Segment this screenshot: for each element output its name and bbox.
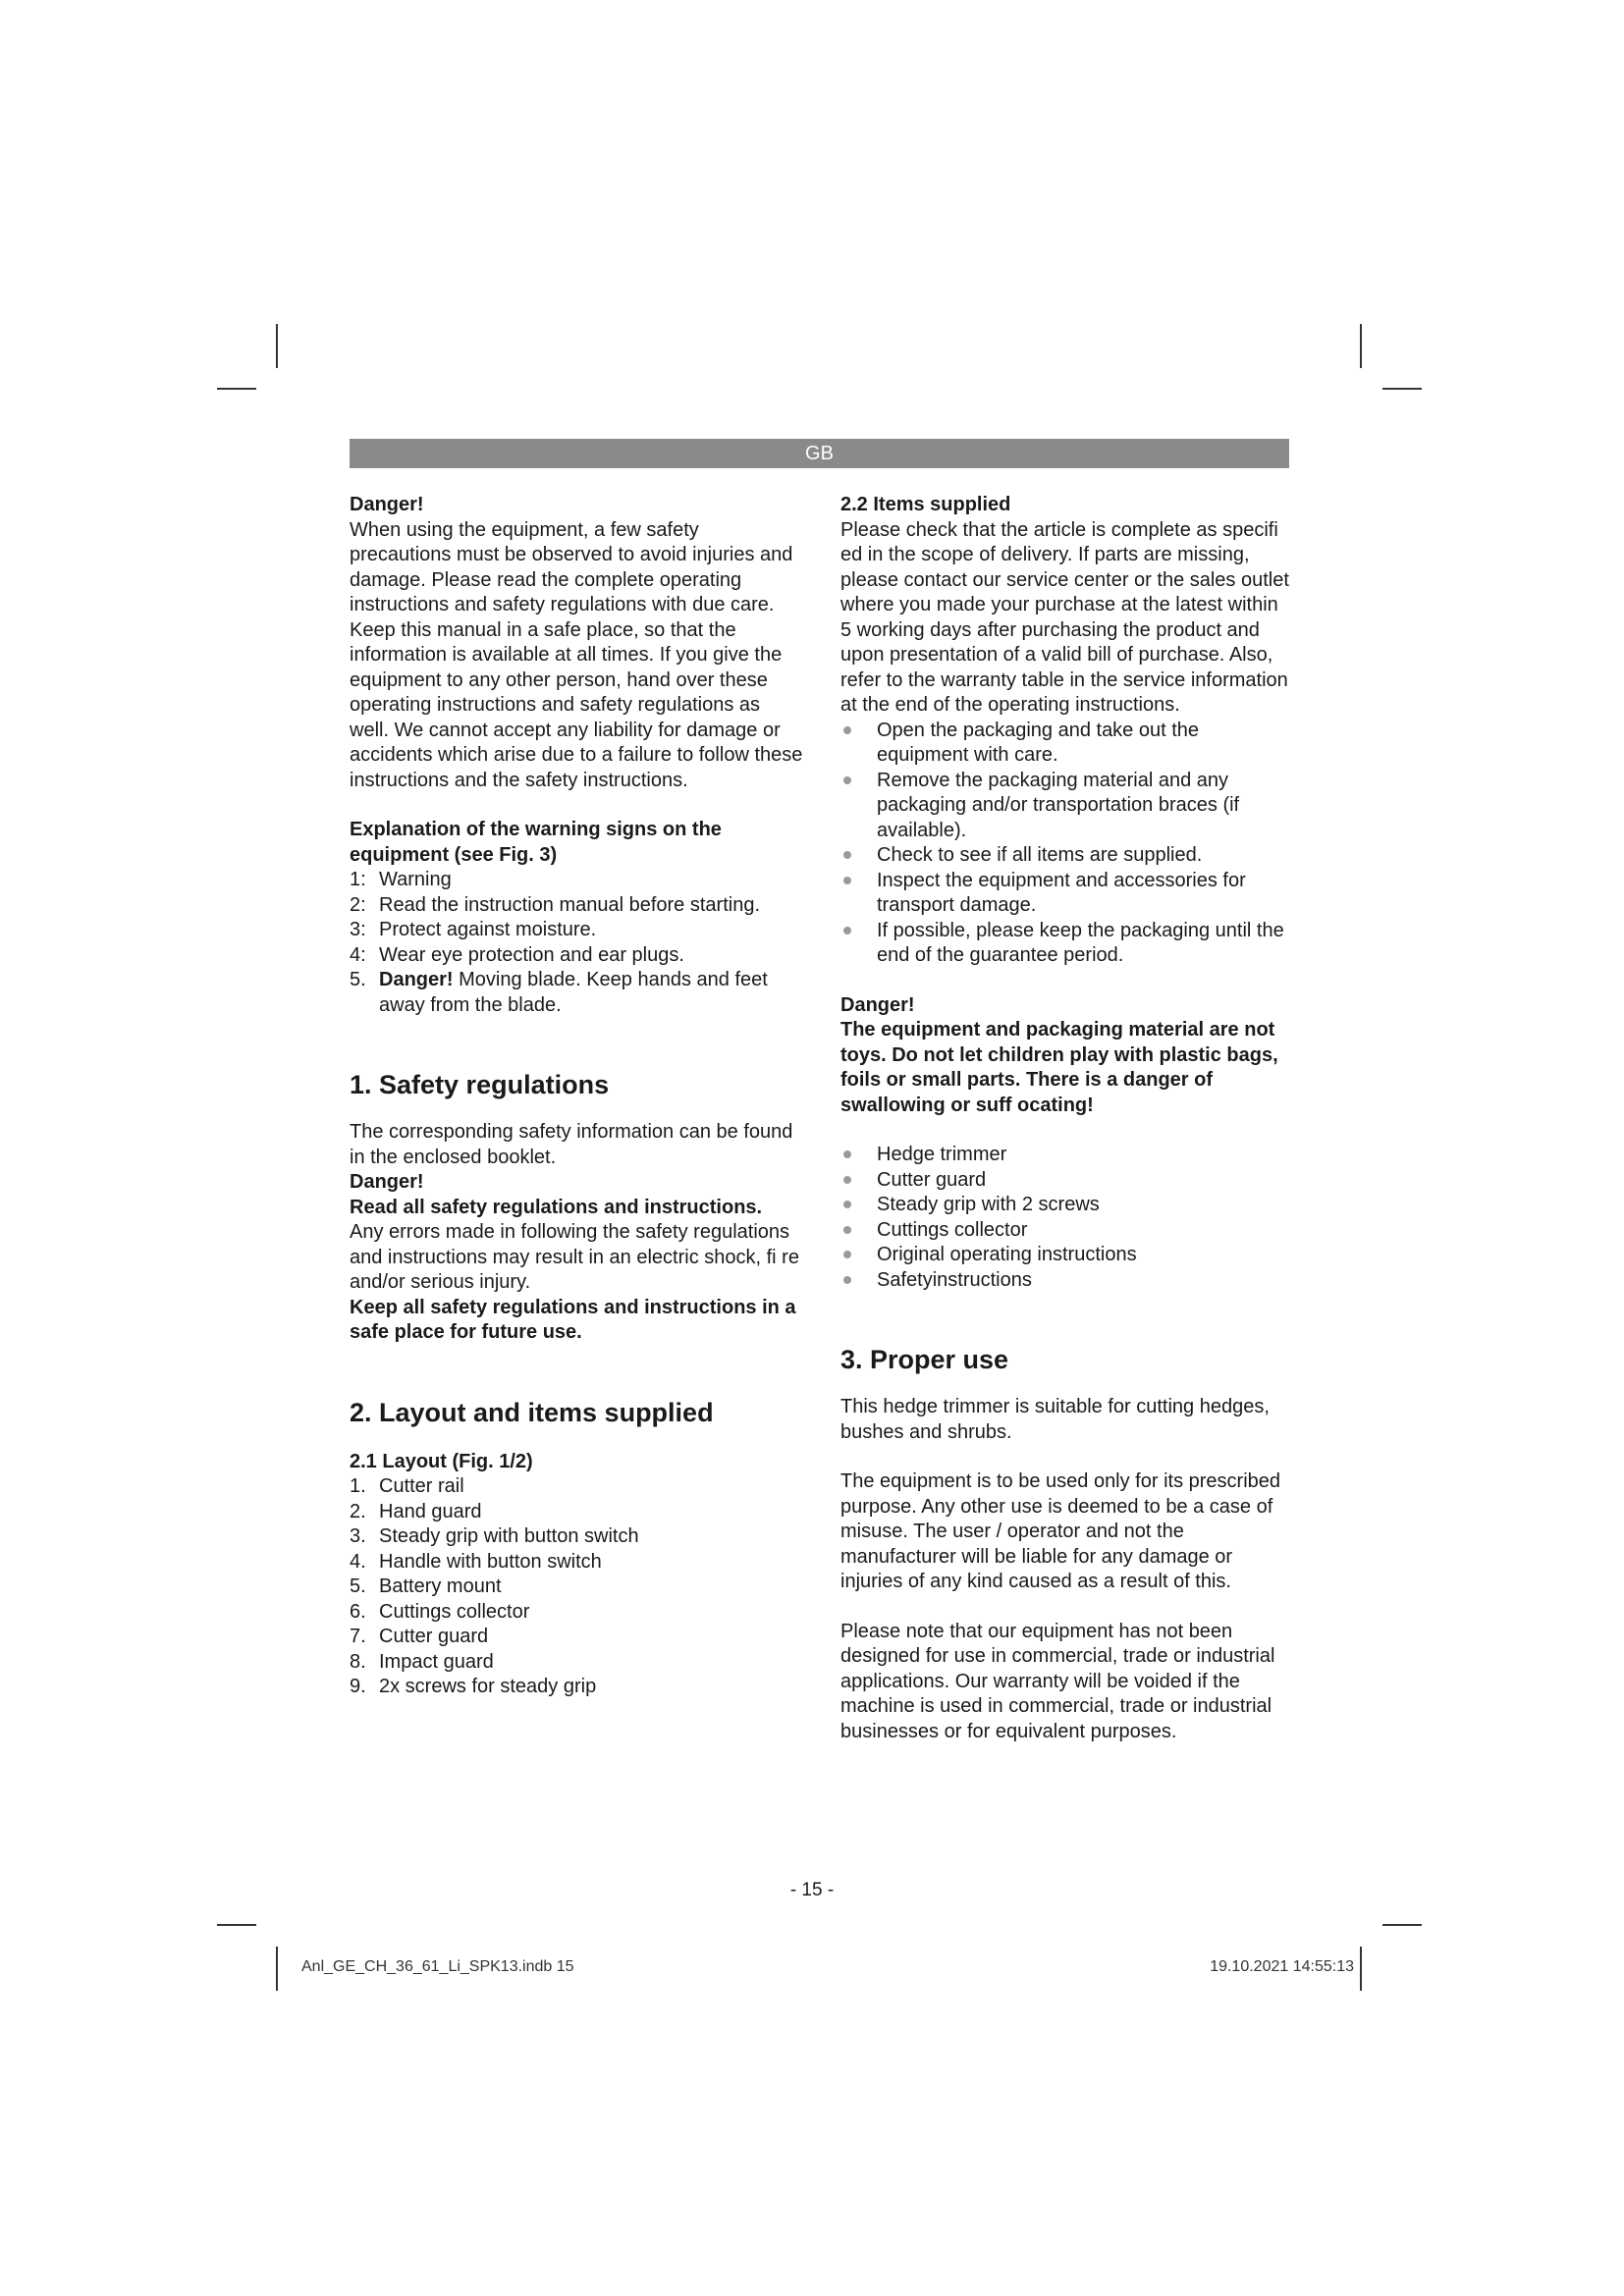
item-number: 2: [350, 893, 366, 916]
list-item [350, 1500, 803, 1525]
item-text: Warning [379, 869, 452, 890]
item-number: 1: [350, 869, 366, 890]
item-text: Read the instruction manual before starting. [379, 893, 760, 916]
item-text: Inspect the equipment and accessories for transport damage. [877, 869, 1246, 916]
item-text: Protect against moisture. [379, 919, 597, 940]
bullet-icon [843, 1276, 851, 1284]
item-text: Handle with button switch [379, 1550, 602, 1573]
item-text: Moving blade. Keep hands and feet away from the blade. [379, 969, 768, 1016]
bullet-icon [843, 1226, 851, 1234]
crop-mark [1360, 1947, 1362, 1991]
item-text: Cutter guard [379, 1626, 489, 1647]
item-text: Cuttings collector [877, 1218, 1028, 1241]
list-item [350, 1675, 803, 1700]
danger-title: Danger! [350, 494, 424, 515]
bullet-icon [843, 927, 851, 934]
right-column [840, 493, 1294, 1744]
item-text: Cuttings collector [379, 1600, 530, 1623]
list-item [350, 918, 803, 943]
item-text: Cutter rail [379, 1475, 464, 1497]
list-item [350, 1575, 803, 1600]
bullet-icon [843, 726, 851, 734]
item-number: 3: [350, 919, 366, 940]
item-text: Impact guard [379, 1650, 494, 1673]
item-number: 5. [350, 1575, 366, 1597]
list-item [350, 1524, 803, 1550]
list-item [840, 1193, 1294, 1218]
list-item [840, 1218, 1294, 1244]
list-item [840, 919, 1294, 969]
layout-list [350, 1474, 803, 1700]
list-item [350, 868, 803, 893]
check-list [840, 719, 1294, 969]
bullet-icon [843, 877, 851, 884]
crop-mark [1382, 388, 1422, 390]
item-number: 6. [350, 1600, 366, 1623]
item-number: 8. [350, 1650, 366, 1673]
item-text: Hedge trimmer [877, 1144, 1007, 1165]
list-item [350, 1474, 803, 1500]
items-supplied-subheading: 2.2 Items supplied [840, 494, 1011, 515]
list-item [350, 893, 803, 919]
list-item [840, 869, 1294, 919]
item-text: Remove the packaging material and any packaging and/or transportation braces (if available). [877, 769, 1240, 841]
item-number: 9. [350, 1676, 366, 1697]
list-item [350, 1625, 803, 1650]
list-item [840, 719, 1294, 769]
item-number: 2. [350, 1500, 366, 1522]
crop-mark [1360, 324, 1362, 368]
proper-use-heading: 3. Proper use [840, 1345, 1009, 1374]
item-text: Original operating instructions [877, 1244, 1137, 1265]
bullet-icon [843, 776, 851, 784]
items-supplied-text: Please check that the article is complete as specifi ed in the scope of delivery. If parts are missing, please contact our service center or the sales outlet where you made your purchase at the latest within 5 working days after purchasing the product and upon presentation of a valid bill of purchase. Also, refer to the warranty table in the service information at the end of the operating instructions. [840, 518, 1289, 716]
bullet-icon [843, 1201, 851, 1208]
list-item [350, 943, 803, 969]
footer-file: Anl_GE_CH_36_61_Li_SPK13.indb 15 [301, 1958, 574, 1975]
item-text: Wear eye protection and ear plugs. [379, 943, 684, 966]
item-text: Safetyinstructions [877, 1268, 1032, 1291]
item-number: 4. [350, 1550, 366, 1573]
danger2-title: Danger! [840, 993, 915, 1016]
list-item [840, 843, 1294, 869]
item-text: Open the packaging and take out the equipment with care. [877, 719, 1200, 766]
footer-timestamp: 19.10.2021 14:55:13 [1210, 1958, 1354, 1975]
item-text: Battery mount [379, 1575, 502, 1597]
crop-mark [276, 324, 278, 368]
crop-mark [217, 388, 256, 390]
danger2-text: The equipment and packaging material are not toys. Do not let children play with plastic bags, foils or small parts. There is a danger of swallowing or suff ocating! [840, 1019, 1278, 1116]
warning-signs-list [350, 868, 803, 1018]
safety-keep: Keep all safety regulations and instructions in a safe place for future use. [350, 1296, 796, 1343]
left-column [350, 493, 803, 1700]
page-number: - 15 - [789, 1880, 835, 1900]
item-number: 3. [350, 1525, 366, 1547]
safety-intro: The corresponding safety information can be found in the enclosed booklet. [350, 1121, 793, 1168]
proper-use-p3: Please note that our equipment has not been designed for use in commercial, trade or industrial applications. Our warranty will be voided if the machine is used in commercial, trade or industrial businesses or for equivalent purposes. [840, 1620, 1275, 1742]
item-text: Steady grip with 2 screws [877, 1194, 1100, 1215]
safety-heading: 1. Safety regulations [350, 1070, 610, 1099]
item-number: 5. [350, 969, 366, 990]
language-bar: GB [350, 439, 1289, 468]
bullet-icon [843, 1176, 851, 1184]
item-number: 1. [350, 1475, 366, 1497]
list-item [350, 1600, 803, 1626]
list-item [840, 1243, 1294, 1268]
safety-danger: Danger! [350, 1171, 424, 1193]
proper-use-p1: This hedge trimmer is suitable for cutting hedges, bushes and shrubs. [840, 1396, 1270, 1443]
bullet-icon [843, 851, 851, 859]
supplied-items-list [840, 1143, 1294, 1293]
warning-signs-title: Explanation of the warning signs on the equipment (see Fig. 3) [350, 819, 722, 866]
list-item [350, 1650, 803, 1676]
crop-mark [276, 1947, 278, 1991]
item-number: 4: [350, 943, 366, 966]
list-item [840, 1268, 1294, 1294]
proper-use-p2: The equipment is to be used only for its prescribed purpose. Any other use is deemed to be a case of misuse. The user / operator and not the manufacturer will be liable for any damage or injuries of any kind caused as a result of this. [840, 1470, 1281, 1592]
bullet-icon [843, 1251, 851, 1258]
layout-heading: 2. Layout and items supplied [350, 1397, 714, 1427]
item-text: Cutter guard [877, 1168, 987, 1191]
item-text: 2x screws for steady grip [379, 1676, 597, 1697]
item-text: If possible, please keep the packaging until the end of the guarantee period. [877, 919, 1284, 966]
danger-text: When using the equipment, a few safety precautions must be observed to avoid injuries and damage. Please read the complete operating instructions and safety regulations with due care. Keep this manual in a safe place, so that the information is available at all times. If you give the equipment to any other person, hand over these operating instructions and safety regulations as well. We cannot accept any liability for damage or accidents which arise due to a failure to follow these instructions and the safety instructions. [350, 518, 803, 791]
list-item [350, 968, 803, 1018]
item-text: Hand guard [379, 1500, 482, 1522]
layout-subheading: 2.1 Layout (Fig. 1/2) [350, 1450, 533, 1472]
item-text: Steady grip with button switch [379, 1525, 639, 1547]
item-bold: Danger! [379, 969, 454, 990]
bullet-icon [843, 1150, 851, 1158]
list-item [840, 769, 1294, 844]
list-item [840, 1168, 1294, 1194]
crop-mark [1382, 1924, 1422, 1926]
list-item [840, 1143, 1294, 1168]
item-number: 7. [350, 1626, 366, 1647]
list-item [350, 1550, 803, 1575]
safety-read: Read all safety regulations and instructions. [350, 1196, 763, 1218]
item-text: Check to see if all items are supplied. [877, 844, 1203, 866]
safety-text: Any errors made in following the safety regulations and instructions may result in an electric shock, fi re and/or serious injury. [350, 1221, 799, 1293]
crop-mark [217, 1924, 256, 1926]
